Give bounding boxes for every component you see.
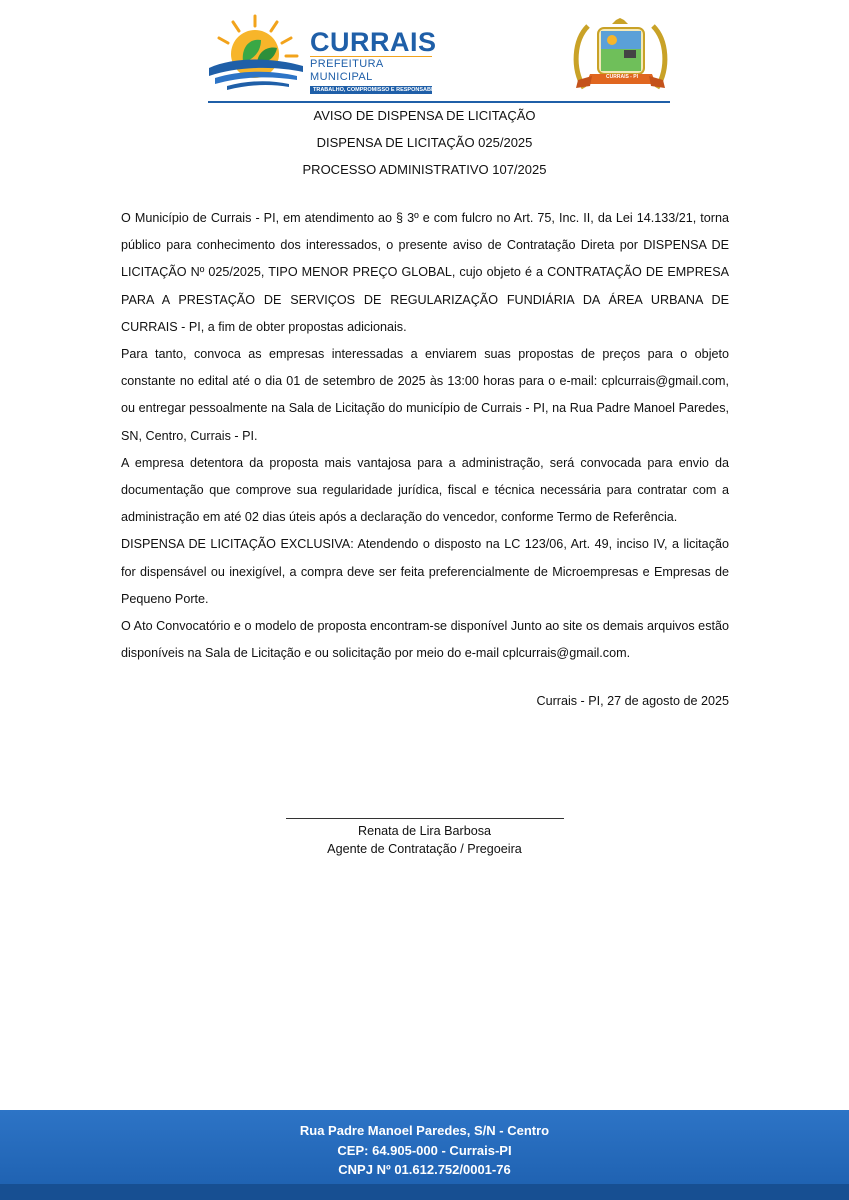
currais-sun-logo-icon (205, 12, 305, 92)
footer-cep: CEP: 64.905-000 - Currais-PI (337, 1142, 512, 1158)
paragraph-intro: O Município de Currais - PI, em atendimento ao § 3º e com fulcro no Art. 75, Inc. II, da Lei 14.133/21, torna público para conhecimento dos interessados, o presente aviso de Contratação Direta por DISPENSA DE LICITAÇÃO Nº 025/2025, TIPO MENOR PREÇO GLOBAL, cujo objeto é a CONTRATAÇÃO DE EMPRESA PARA A PRESTAÇÃO DE SERVIÇOS DE REGULARIZAÇÃO FUNDIÁRIA DA ÁREA URBANA DE CURRAIS - PI, a fim de obter propostas adicionais. (121, 211, 729, 334)
brand-tagline: TRABALHO, COMPROMISSO E RESPONSABILIDADE (310, 86, 432, 94)
paragraph-exclusive: DISPENSA DE LICITAÇÃO EXCLUSIVA: Atendendo o disposto na LC 123/06, Art. 49, inciso IV, a licitação for dispensável ou inexigível, a compra deve ser feita preferencialmente de Microempresas e Empresas de Pequeno Porte. (121, 537, 729, 606)
brand-name: CURRAIS (310, 27, 437, 57)
footer-cnpj: CNPJ Nº 01.612.752/0001-76 (338, 1162, 511, 1177)
footer-bottom-band (0, 1184, 849, 1200)
signature-line (286, 818, 564, 819)
paragraph-availability: O Ato Convocatório e o modelo de proposta encontram-se disponível Junto ao site os demais arquivos estão disponíveis na Sala de Licitação e ou solicitação por meio do e-mail cplcurrais@gmail.com. (121, 619, 729, 661)
title-notice: AVISO DE DISPENSA DE LICITAÇÃO (313, 108, 536, 123)
paragraph-convocation: Para tanto, convoca as empresas interessadas a enviarem suas propostas de preços para o objeto constante no edital até o dia 01 de setembro de 2025 às 13:00 horas para o e-mail: cplcurrais@gmail.com, ou entregar pessoalmente na Sala de Licitação do município de Currais - PI, na Rua Padre Manoel Paredes, SN, Centro, Currais - PI. (121, 347, 729, 443)
signature-block (0, 822, 849, 858)
document-titles (0, 102, 849, 183)
notice-body (121, 205, 729, 667)
signer-name: Renata de Lira Barbosa (357, 824, 492, 838)
crest-label: CURRAIS - PI (606, 74, 638, 80)
title-dispensa: DISPENSA DE LICITAÇÃO 025/2025 (316, 135, 533, 150)
paragraph-documentation: A empresa detentora da proposta mais vantajosa para a administração, será convocada para envio da documentação que comprove sua regularidade jurídica, fiscal e técnica necessária para contratar com a administração em até 02 dias úteis após a declaração do vencedor, conforme Termo de Referência. (121, 455, 729, 525)
signer-role: Agente de Contratação / Pregoeira (327, 842, 522, 856)
municipal-crest-icon (568, 18, 673, 96)
title-processo: PROCESSO ADMINISTRATIVO 107/2025 (302, 162, 547, 177)
brand-block (310, 27, 453, 94)
letterhead (0, 0, 849, 105)
document-date: Currais - PI, 27 de agosto de 2025 (536, 694, 729, 708)
footer-street: Rua Padre Manoel Paredes, S/N - Centro (299, 1123, 550, 1138)
brand-subtitle: PREFEITURA MUNICIPAL (310, 56, 432, 84)
footer-address (0, 1121, 849, 1180)
